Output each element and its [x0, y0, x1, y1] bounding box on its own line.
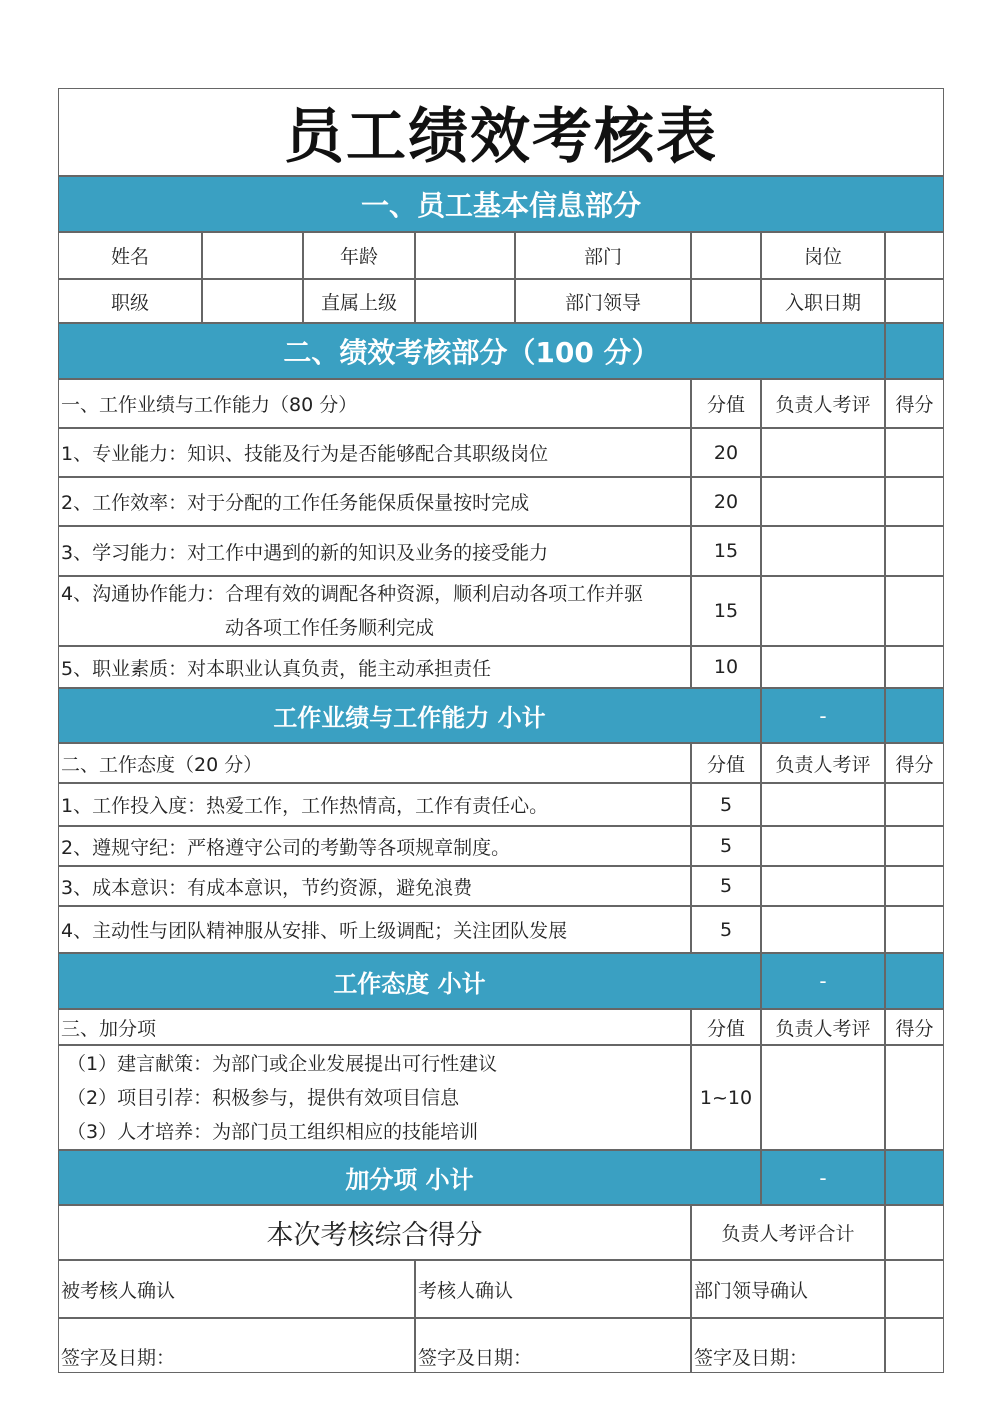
part3-col-review: 负责人考评 [761, 1009, 885, 1045]
part3-review[interactable] [761, 1045, 885, 1150]
section1-heading: 一、员工基本信息部分 [58, 176, 944, 232]
part2-item-4-score: 5 [691, 906, 761, 953]
part3-subtotal-filler [885, 1150, 944, 1205]
col-result: 得分 [885, 379, 944, 428]
part3-score: 1~10 [691, 1045, 761, 1150]
leader-sign-date[interactable]: 签字及日期： [691, 1318, 885, 1373]
part1-item-3-review[interactable] [761, 526, 885, 576]
employee-confirm: 被考核人确认 [58, 1260, 415, 1318]
field-name[interactable] [202, 232, 303, 279]
part1-item-4-score: 15 [691, 576, 761, 646]
summary-label: 本次考核综合得分 [58, 1205, 691, 1260]
part1-heading: 一、工作业绩与工作能力（80 分） [58, 379, 691, 428]
part2-item-2: 2、遵规守纪：严格遵守公司的考勤等各项规章制度。 [58, 826, 691, 866]
part1-subtotal-value: - [761, 688, 885, 743]
part3-col-result: 得分 [885, 1009, 944, 1045]
field-hire-date[interactable] [885, 279, 944, 323]
field-position[interactable] [885, 232, 944, 279]
part2-item-2-score: 5 [691, 826, 761, 866]
part2-col-result: 得分 [885, 743, 944, 783]
part2-heading: 二、工作态度（20 分） [58, 743, 691, 783]
leader-confirm: 部门领导确认 [691, 1260, 885, 1318]
part1-item-3: 3、学习能力：对工作中遇到的新的知识及业务的接受能力 [58, 526, 691, 576]
appraisal-form [58, 88, 944, 1373]
review-total-label: 负责人考评合计 [691, 1205, 885, 1260]
part2-item-3: 3、成本意识：有成本意识，节约资源，避免浪费 [58, 866, 691, 906]
label-dept-leader: 部门领导 [515, 279, 691, 323]
field-rank[interactable] [202, 279, 303, 323]
part2-item-1: 1、工作投入度：热爱工作，工作热情高，工作有责任心。 [58, 783, 691, 826]
employee-sign-date[interactable]: 签字及日期： [58, 1318, 415, 1373]
sign-filler [885, 1318, 944, 1373]
part2-subtotal-filler [885, 953, 944, 1009]
field-age[interactable] [415, 232, 515, 279]
part2-subtotal-value: - [761, 953, 885, 1009]
part3-subtotal-label: 加分项 小计 [58, 1150, 761, 1205]
part3-item-2: （2）项目引荐：积极参与，提供有效项目信息 [67, 1086, 460, 1109]
part1-item-2: 2、工作效率：对于分配的工作任务能保质保量按时完成 [58, 477, 691, 526]
label-supervisor: 直属上级 [303, 279, 415, 323]
part1-item-5: 5、职业素质：对本职业认真负责，能主动承担责任 [58, 646, 691, 688]
form-title: 员工绩效考核表 [58, 88, 944, 176]
label-rank: 职级 [58, 279, 202, 323]
part1-item-1: 1、专业能力：知识、技能及行为是否能够配合其职级岗位 [58, 428, 691, 477]
field-department[interactable] [691, 232, 761, 279]
assessor-sign-date[interactable]: 签字及日期： [415, 1318, 691, 1373]
label-position: 岗位 [761, 232, 885, 279]
col-review: 负责人考评 [761, 379, 885, 428]
part1-item-1-result[interactable] [885, 428, 944, 477]
part1-item-3-score: 15 [691, 526, 761, 576]
part2-item-4-result[interactable] [885, 906, 944, 953]
part2-item-1-review[interactable] [761, 783, 885, 826]
part1-item-5-result[interactable] [885, 646, 944, 688]
part3-heading: 三、加分项 [58, 1009, 691, 1045]
part1-item-4-line1: 4、沟通协作能力：合理有效的调配各种资源，顺利启动各项工作并驱 [61, 583, 644, 605]
part3-item-1: （1）建言献策：为部门或企业发展提出可行性建议 [67, 1052, 498, 1075]
part1-item-4-result[interactable] [885, 576, 944, 646]
label-department: 部门 [515, 232, 691, 279]
part1-item-1-review[interactable] [761, 428, 885, 477]
part3-item-3: （3）人才培养：为部门员工组织相应的技能培训 [67, 1120, 479, 1143]
part2-item-3-review[interactable] [761, 866, 885, 906]
part2-subtotal-label: 工作态度 小计 [58, 953, 761, 1009]
confirm-filler [885, 1260, 944, 1318]
part1-item-2-review[interactable] [761, 477, 885, 526]
part2-item-4-review[interactable] [761, 906, 885, 953]
label-hire-date: 入职日期 [761, 279, 885, 323]
part1-subtotal-filler [885, 688, 944, 743]
part1-item-1-score: 20 [691, 428, 761, 477]
part1-item-2-score: 20 [691, 477, 761, 526]
label-name: 姓名 [58, 232, 202, 279]
part2-col-score: 分值 [691, 743, 761, 783]
section2-heading: 二、绩效考核部分（100 分） [58, 323, 885, 379]
review-total-value[interactable] [885, 1205, 944, 1260]
part3-result[interactable] [885, 1045, 944, 1150]
part2-col-review: 负责人考评 [761, 743, 885, 783]
assessor-confirm: 考核人确认 [415, 1260, 691, 1318]
part1-item-5-review[interactable] [761, 646, 885, 688]
part2-item-1-score: 5 [691, 783, 761, 826]
part1-subtotal-label: 工作业绩与工作能力 小计 [58, 688, 761, 743]
part1-item-4 [58, 576, 691, 646]
part1-item-2-result[interactable] [885, 477, 944, 526]
part1-item-3-result[interactable] [885, 526, 944, 576]
part1-item-5-score: 10 [691, 646, 761, 688]
part1-item-4-line2: 动各项工作任务顺利完成 [225, 617, 435, 639]
col-score: 分值 [691, 379, 761, 428]
part2-item-1-result[interactable] [885, 783, 944, 826]
part2-item-2-review[interactable] [761, 826, 885, 866]
label-age: 年龄 [303, 232, 415, 279]
part3-col-score: 分值 [691, 1009, 761, 1045]
part2-item-3-score: 5 [691, 866, 761, 906]
field-dept-leader[interactable] [691, 279, 761, 323]
part2-item-2-result[interactable] [885, 826, 944, 866]
part1-item-4-review[interactable] [761, 576, 885, 646]
part3-items [58, 1045, 691, 1150]
field-supervisor[interactable] [415, 279, 515, 323]
part2-item-4: 4、主动性与团队精神服从安排、听上级调配；关注团队发展 [58, 906, 691, 953]
section2-heading-filler [885, 323, 944, 379]
part2-item-3-result[interactable] [885, 866, 944, 906]
part3-subtotal-value: - [761, 1150, 885, 1205]
